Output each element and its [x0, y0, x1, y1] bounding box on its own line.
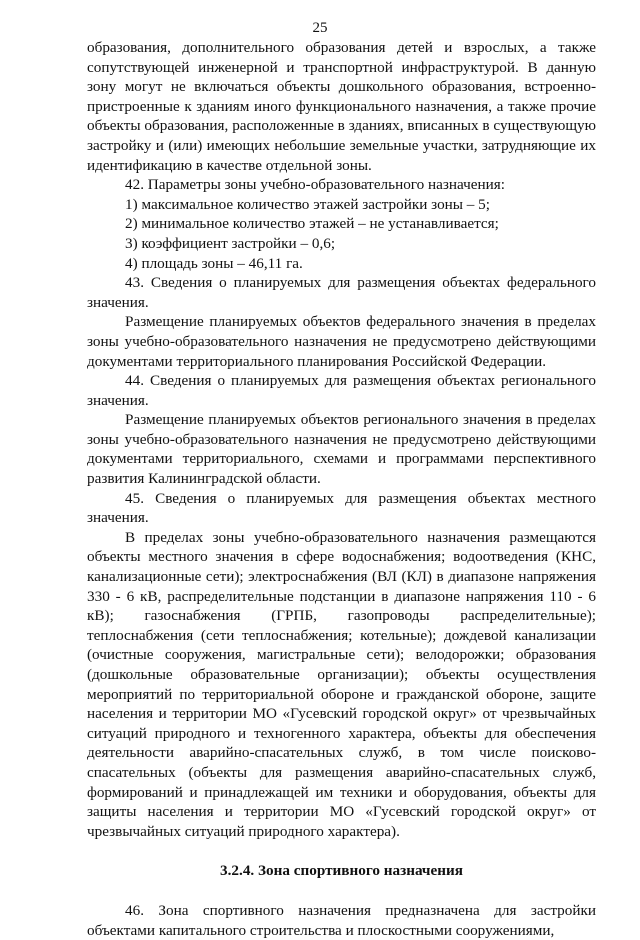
- item-45-text: В пределах зоны учебно-образовательного назначения размещаются объекты местного значения в сфере водоснабжения; водоотведения (КНС, канализационные сети); электроснабжения (ВЛ (КЛ) в диапазоне напряжения 330 - 6 кВ, распределительные подстанции в диапазоне напряжения 110 - 6 кВ); газоснабжения (ГРПБ, газопроводы распределительные); теплоснабжения (сети теплоснабжения; котельные); дождевой канализации (очистные сооружения, магистральные сети); велодорожки; образования (дошкольные образовательные организации); объекты осуществления мероприятий по территориальной обороне и гражданской обороне, защите населения и территории МО «Гусевский городской округ» от чрезвычайных ситуаций природного и техногенного характера, объекты для обеспечения деятельности аварийно-спасательных служб, в том числе поисково-спасательных (объекты для размещения аварийно-спасательных служб, формирований и принадлежащей им техники и оборудования, объекты для защиты населения и территории МО «Гусевский городской округ» от чрезвычайных ситуаций природного характера).: [87, 528, 596, 840]
- parameters-list: [87, 195, 596, 273]
- item-43-title: 43. Сведения о планируемых для размещения объектах федерального значения.: [87, 274, 596, 311]
- item-44-title: 44. Сведения о планируемых для размещения объектах регионального значения.: [87, 372, 596, 409]
- list-item: 4) площадь зоны – 46,11 га.: [125, 254, 303, 272]
- list-item: 2) минимальное количество этажей – не устанавливается;: [125, 215, 499, 233]
- item-46-text: 46. Зона спортивного назначения предназначена для застройки объектами капитального строительства и плоскостными сооружениями,: [87, 901, 596, 939]
- paragraph-intro: образования, дополнительного образования детей и взрослых, а также сопутствующей инженерной и транспортной инфраструктурой. В данную зону могут не включаться объекты дошкольного образования, встроенно-пристроенные к зданиям иного функционального назначения, а также прочие объекты образования, расположенные в зданиях, вписанных в существующую застройку и (или) имеющих небольшие земельные участки, затрудняющие их идентификацию в качестве отдельной зоны.: [87, 39, 596, 174]
- item-43-text: Размещение планируемых объектов федерального значения в пределах зоны учебно-образовательного назначения не предусмотрено действующими документами территориального планирования Российской Федерации.: [87, 313, 596, 370]
- list-item: 1) максимальное количество этажей застройки зоны – 5;: [125, 195, 490, 213]
- item-44-text: Размещение планируемых объектов регионального значения в пределах зоны учебно-образовательного назначения не предусмотрено действующими документами территориального, схемами и программами перспективного развития Калининградской области.: [87, 411, 596, 488]
- section-heading: 3.2.4. Зона спортивного назначения: [220, 862, 463, 880]
- item-45-title: 45. Сведения о планируемых для размещения объектах местного значения.: [87, 489, 596, 527]
- page-number: 25: [312, 20, 328, 36]
- list-item: 3) коэффициент застройки – 0,6;: [125, 234, 336, 252]
- item-42-title: 42. Параметры зоны учебно-образовательного назначения:: [125, 176, 505, 194]
- page-content: [87, 38, 596, 940]
